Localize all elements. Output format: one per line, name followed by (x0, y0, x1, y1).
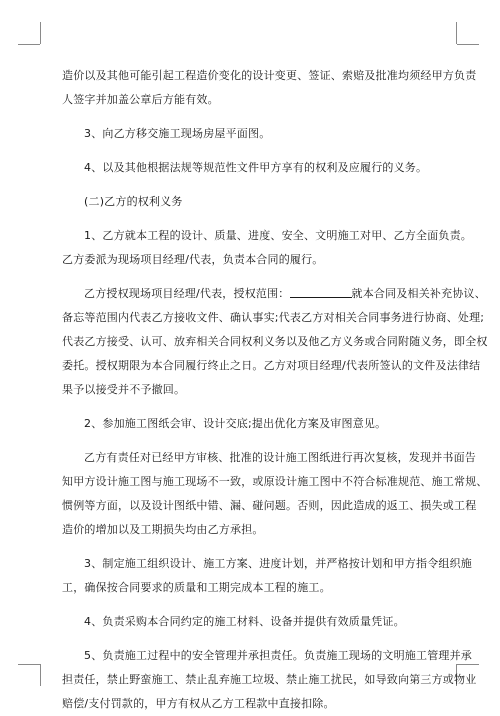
text-line (62, 668, 477, 692)
paragraph-spacing (62, 634, 439, 644)
text-line (62, 354, 481, 378)
line-text: 造价以及其他可能引起工程造价变化的设计变更、签证、索赔及批准均须经甲方负责 (62, 69, 477, 82)
paragraph-spacing (62, 214, 439, 224)
paragraph-spacing (62, 112, 439, 122)
text-line (62, 282, 486, 306)
line-text: 乙方授权现场项目经理/代表，授权范围： (84, 287, 290, 300)
paragraph-spacing (62, 272, 439, 282)
line-text: 乙方有责任对已经甲方审核、批准的设计施工图纸进行再次复核，发现并书面告 (84, 451, 476, 464)
crop-mark-top-left (40, 22, 41, 44)
line-text: 3、向乙方移交施工现场房屋平面图。 (84, 127, 271, 140)
blank-fill-line (290, 285, 352, 298)
text-line (62, 610, 439, 634)
line-text: 赔偿/支付罚款的，甲方有权从乙方工程款中直接扣除。 (62, 697, 335, 710)
paragraph-spacing (62, 542, 439, 552)
line-text: 知甲方设计施工图与施工现场不一致，或原设计施工图中不符合标准规范、施工常规、 (62, 475, 488, 488)
text-line (62, 190, 439, 214)
line-text: 3、制定施工组织设计、施工方案、进度计划，并严格按计划和甲方指令组织施 (84, 557, 472, 570)
line-text: 5、负责施工过程中的安全管理并承担责任。负责施工现场的文明施工管理并承 (84, 649, 472, 662)
text-line (62, 88, 439, 112)
text-line (62, 446, 476, 470)
text-line (62, 412, 439, 436)
text-line (62, 156, 439, 180)
line-text: 2、参加施工图纸会审、设计交底;提出优化方案及审图意见。 (84, 417, 387, 430)
line-text: 担责任，禁止野蛮施工、禁止乱弃施工垃圾、禁止施工扰民，如导致向第三方或物业 (62, 673, 477, 686)
text-line (62, 552, 472, 576)
line-text: 工，确保按合同要求的质量和工期完成本工程的施工。 (62, 581, 331, 594)
line-text: (二)乙方的权利义务 (84, 195, 183, 208)
line-text: 4、负责采购本合同约定的施工材料、设备并提供有效质量凭证。 (84, 615, 405, 628)
crop-mark-bottom-left (40, 664, 41, 686)
line-text: 造价的增加以及工期损失均由乙方承担。 (62, 523, 264, 536)
paragraph-spacing (62, 436, 439, 446)
text-line (62, 248, 439, 272)
text-line (62, 518, 439, 542)
text-line (62, 64, 477, 88)
line-text: 果予以接受并不予撤回。 (62, 383, 186, 396)
paragraph-spacing (62, 402, 439, 412)
document-body (62, 64, 488, 716)
line-text: 委托。授权期限为本合同履行终止之日。乙方对项目经理/代表所签认的文件及法律结 (62, 359, 481, 372)
text-line (62, 306, 485, 330)
crop-mark-top-left-horizontal (18, 44, 40, 45)
paragraph-spacing (62, 600, 439, 610)
text-line (62, 470, 488, 494)
text-line (62, 576, 439, 600)
crop-mark-bottom-left-horizontal (18, 664, 40, 665)
paragraph-spacing (62, 146, 439, 156)
line-text: 4、以及其他根据法规等规范性文件甲方享有的权利及应履行的义务。 (84, 161, 428, 174)
line-text: 1、乙方就本工程的设计、质量、进度、安全、文明施工对甲、乙方全面负责。 (84, 229, 472, 242)
line-text: 乙方委派为现场项目经理/代表，负责本合同的履行。 (62, 253, 324, 266)
text-line (62, 692, 439, 716)
text-line (62, 122, 439, 146)
line-text: 惯例等方面，以及设计图纸中错、漏、碰问题。否则，因此造成的返工、损失或工程 (62, 499, 477, 512)
crop-mark-top-right-horizontal (457, 44, 479, 45)
text-line (62, 378, 439, 402)
line-text: 人签字并加盖公章后方能有效。 (62, 93, 219, 106)
text-line (62, 330, 488, 354)
text-line (62, 494, 477, 518)
text-line (62, 224, 472, 248)
line-text: 备忘等范围内代表乙方接收文件、确认事实;代表乙方对相关合同事务进行协商、处理; (62, 311, 485, 324)
paragraph-spacing (62, 180, 439, 190)
line-text-continued: 就本合同及相关补充协议、 (351, 287, 486, 300)
text-line (62, 644, 472, 668)
line-text: 代表乙方接受、认可、放弃相关合同权利义务以及他乙方义务或合同附随义务，即全权 (62, 335, 488, 348)
crop-mark-top-right (456, 22, 457, 44)
